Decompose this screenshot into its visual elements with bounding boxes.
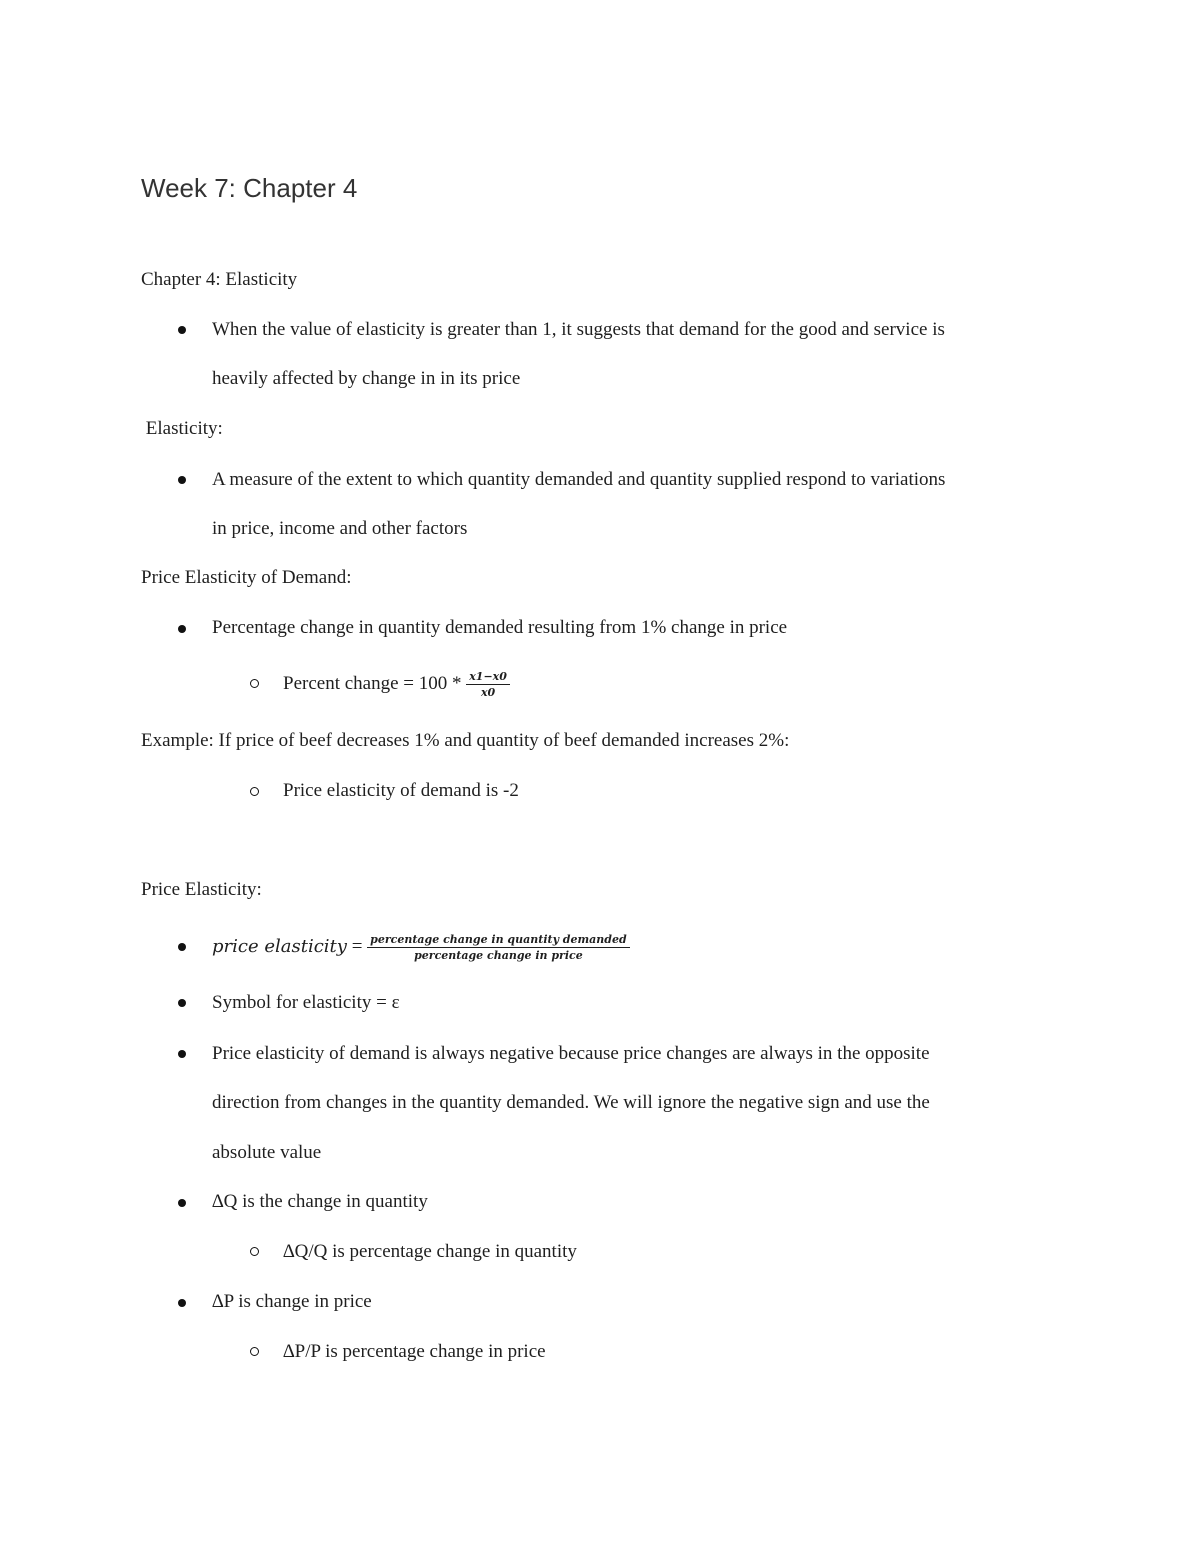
chapter-heading: Chapter 4: Elasticity [141,269,298,290]
sub-bullet-icon [250,787,259,796]
fraction-denominator: x0 [480,685,496,699]
delta-p-sub-bullet: ∆P/P is percentage change in price [283,1341,546,1362]
bullet-icon [178,999,186,1007]
negative-bullet-line3: absolute value [212,1142,322,1163]
sub-bullet-icon [250,1347,259,1356]
sub-bullet-icon [250,1247,259,1256]
formula-numerator: percentage change in quantity demanded [367,934,629,948]
elasticity-bullet-line1: A measure of the extent to which quantity demanded and quantity supplied respond to variations [212,469,946,490]
formula-lhs: price elasticity [212,936,347,957]
negative-bullet-line2: direction from changes in the quantity demanded. We will ignore the negative sign and use the [212,1092,930,1113]
bullet-icon [178,1299,186,1307]
percent-change-fraction [466,671,510,698]
delta-p-bullet: ∆P is change in price [212,1291,372,1312]
bullet-icon [178,1050,186,1058]
formula-denominator: percentage change in price [414,948,583,962]
negative-bullet-line1: Price elasticity of demand is always negative because price changes are always in the opposite [212,1043,930,1064]
fraction-numerator: x1−x0 [466,671,510,685]
delta-q-sub-bullet: ∆Q/Q is percentage change in quantity [283,1241,577,1262]
bullet-icon [178,943,186,951]
example-sub-bullet: Price elasticity of demand is -2 [283,780,519,801]
chapter-bullet-line1: When the value of elasticity is greater than 1, it suggests that demand for the good and service is [212,319,945,340]
price-elasticity-heading: Price Elasticity: [141,879,262,900]
ped-heading: Price Elasticity of Demand: [141,567,352,588]
elasticity-heading: Elasticity: [141,418,223,439]
bullet-icon [178,1199,186,1207]
chapter-bullet-line2: heavily affected by change in in its price [212,368,521,389]
delta-q-bullet: ∆Q is the change in quantity [212,1191,428,1212]
percent-change-label: Percent change = 100 * [283,673,467,694]
percent-change-formula [283,664,510,704]
symbol-bullet: Symbol for elasticity = ε [212,992,400,1013]
price-elasticity-formula [212,925,630,969]
bullet-icon [178,476,186,484]
example-text: Example: If price of beef decreases 1% and quantity of beef demanded increases 2%: [141,730,790,751]
bullet-icon [178,625,186,633]
formula-equals: = [346,936,368,957]
ped-bullet: Percentage change in quantity demanded resulting from 1% change in price [212,617,788,638]
sub-bullet-icon [250,679,259,688]
formula-fraction [367,934,629,961]
bullet-icon [178,326,186,334]
elasticity-bullet-line2: in price, income and other factors [212,518,468,539]
page-title: Week 7: Chapter 4 [141,173,358,203]
